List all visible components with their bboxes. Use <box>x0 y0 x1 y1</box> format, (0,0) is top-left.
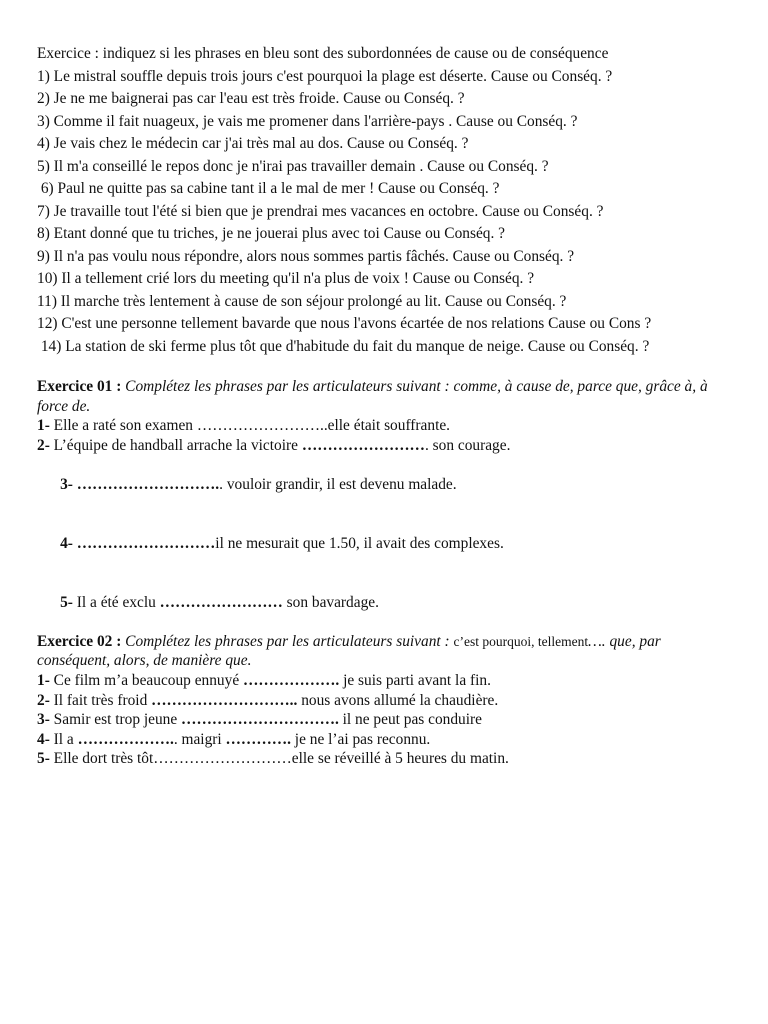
item-text: L’équipe de handball arrache la victoire <box>49 436 302 454</box>
item-text: Ce film m’a beaucoup ennuyé <box>49 671 244 689</box>
exercise-title: Exercice : indiquez si les phrases en bleu sont des subordonnées de cause ou de conséquence <box>37 45 609 62</box>
item-text: Elle dort très tôt <box>49 750 154 768</box>
list-item <box>37 691 737 711</box>
list-item: 4) Je vais chez le médecin car j'ai très mal au dos. Cause ou Conséq. ? <box>37 135 469 152</box>
fill-in-blank: ………………………. <box>76 475 220 493</box>
list-item: 5) Il m'a conseillé le repos donc je n'irai pas travailler demain . Cause ou Conséq. ? <box>37 157 549 175</box>
list-item: 1) Le mistral souffle depuis trois jours c'est pourquoi la plage est déserte. Cause ou Conséq. ? <box>37 67 613 85</box>
list-item: 6) Paul ne quitte pas sa cabine tant il a le mal de mer ! Cause ou Conséq. ? <box>37 180 500 197</box>
item-text: son bavardage. <box>282 593 379 611</box>
item-number: 3- <box>37 711 50 729</box>
item-text: . vouloir grandir, il est devenu malade. <box>219 475 457 493</box>
list-item: 2) Je ne me baignerai pas car l'eau est très froide. Cause ou Conséq. ? <box>37 90 465 107</box>
item-number: 2- <box>37 436 50 454</box>
exercise-02-label: Exercice 02 : <box>37 632 122 650</box>
fill-in-blank: …………………… <box>301 436 425 454</box>
item-number: 2- <box>37 691 50 709</box>
exercise-02-instruction: Complétez les phrases par les articulateurs suivant : <box>121 632 454 650</box>
list-item <box>37 749 737 769</box>
list-item: 14) La station de ski ferme plus tôt que d'habitude du fait du manque de neige. Cause ou Conséq. ? <box>37 337 650 355</box>
list-item <box>37 573 737 632</box>
item-text: il ne mesurait que 1.50, il avait des complexes. <box>215 534 504 552</box>
fill-in-blank: …………………………. <box>181 711 339 729</box>
item-text: elle se réveillé à 5 heures du matin. <box>291 750 509 768</box>
list-item: 7) Je travaille tout l'été si bien que je prendrai mes vacances en octobre. Cause ou Conséq. ? <box>37 202 604 220</box>
list-item <box>37 455 737 514</box>
list-item <box>37 416 737 436</box>
exercise-01-instruction: Complétez les phrases par les articulateurs suivant : comme, à cause de, parce que, grâce à, à force de. <box>37 378 708 415</box>
item-number: 1- <box>37 417 50 435</box>
exercise-02-instruction-rest: …. que, par conséquent, alors, de manière que. <box>37 632 661 670</box>
list-item <box>37 514 737 573</box>
exercise-cause-consequence <box>37 43 737 358</box>
fill-in-blank: …………………….. <box>196 417 328 435</box>
item-text: . maigri <box>173 730 226 748</box>
list-item <box>37 436 737 456</box>
list-item: 9) Il n'a pas voulu nous répondre, alors nous sommes partis fâchés. Cause ou Conséq. ? <box>37 247 575 265</box>
exercise-01-label: Exercice 01 : <box>37 378 122 395</box>
item-text: . son courage. <box>424 436 511 454</box>
item-number: 3- <box>60 475 73 493</box>
fill-in-blank: ……………………… <box>76 534 216 552</box>
fill-in-blank: ………………. <box>77 730 174 748</box>
item-text: nous avons allumé la chaudière. <box>297 691 499 709</box>
fill-in-blank: …………………… <box>159 593 283 611</box>
item-text: elle était souffrante. <box>327 417 451 435</box>
exercise-02 <box>37 632 737 769</box>
item-number: 4- <box>37 730 50 748</box>
exercise-02-heading <box>37 632 729 671</box>
item-number: 5- <box>37 750 50 768</box>
item-text: Il a <box>49 730 78 748</box>
item-text: Samir est trop jeune <box>49 711 182 729</box>
item-text: Elle a raté son examen <box>49 417 197 435</box>
fill-in-blank: ……………………… <box>153 750 292 768</box>
list-item: 10) Il a tellement crié lors du meeting qu'il n'a plus de voix ! Cause ou Conséq. ? <box>37 270 535 287</box>
exercise-01 <box>37 377 737 632</box>
exercise-01-heading <box>37 377 727 416</box>
fill-in-blank: ……………………….. <box>151 691 298 709</box>
list-item: 12) C'est une personne tellement bavarde que nous l'avons écartée de nos relations Cause ou Cons ? <box>37 315 652 332</box>
list-item <box>37 710 737 730</box>
list-item: 3) Comme il fait nuageux, je vais me promener dans l'arrière-pays . Cause ou Conséq. ? <box>37 112 578 130</box>
item-text: je suis parti avant la fin. <box>339 671 491 689</box>
document-page <box>37 43 737 769</box>
list-item: 11) Il marche très lentement à cause de son séjour prolongé au lit. Cause ou Conséq. ? <box>37 292 567 310</box>
item-number: 4- <box>60 534 73 552</box>
fill-in-blank: ………………. <box>243 671 340 689</box>
item-number: 5- <box>60 593 73 611</box>
item-number: 1- <box>37 671 50 689</box>
item-text: je ne l’ai pas reconnu. <box>290 730 431 748</box>
item-text: Il fait très froid <box>49 691 152 709</box>
list-item: 8) Etant donné que tu triches, je ne jouerai plus avec toi Cause ou Conséq. ? <box>37 225 506 242</box>
fill-in-blank: …………. <box>225 730 291 748</box>
item-text: Il a été exclu <box>72 593 160 611</box>
list-item <box>37 671 737 691</box>
exercise-02-instruction-words: c’est pourquoi, tellement <box>453 633 589 649</box>
item-text: il ne peut pas conduire <box>338 711 482 729</box>
list-item <box>37 730 737 750</box>
